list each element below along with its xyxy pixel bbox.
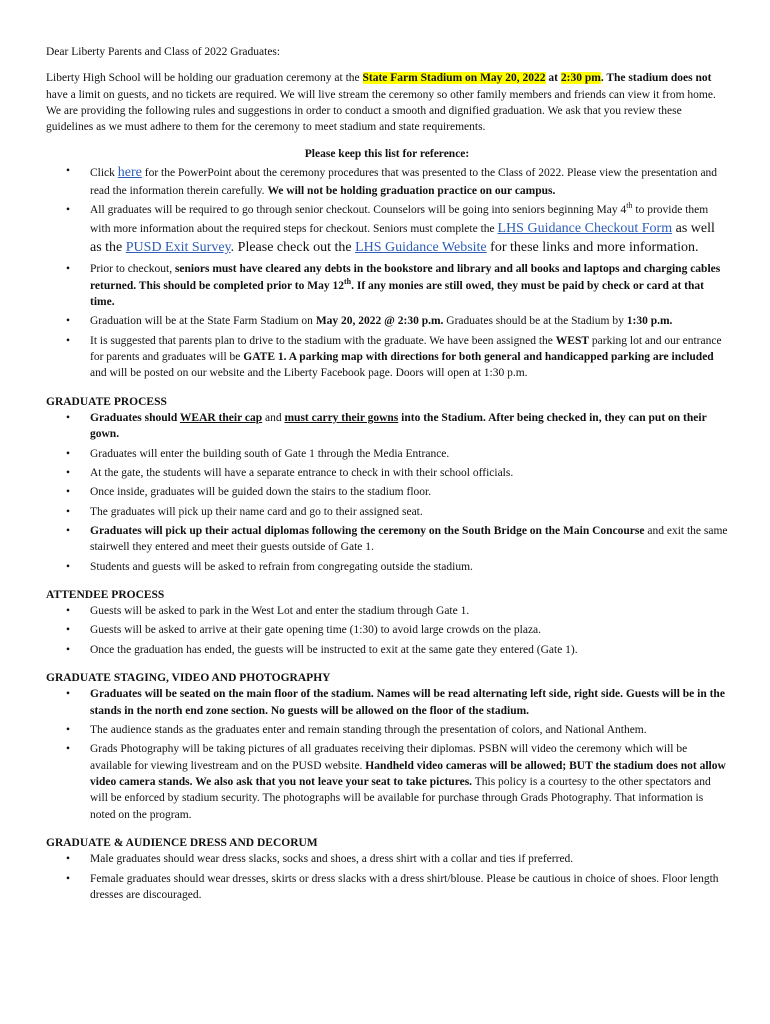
section-title: ATTENDEE PROCESS <box>46 588 165 601</box>
section-title: GRADUATE STAGING, VIDEO AND PHOTOGRAPHY <box>46 672 331 685</box>
list-item: • Graduates will enter the building south of Gate 1 through the Media Entrance. <box>46 446 728 462</box>
reference-title: Please keep this list for reference: <box>304 147 470 160</box>
powerpoint-link[interactable]: here <box>117 164 142 180</box>
intro-date: May 20, 2022 <box>480 72 546 85</box>
intro-time: 2:30 pm <box>560 72 601 85</box>
section-title: GRADUATE PROCESS <box>46 395 167 408</box>
list-item: • Students and guests will be asked to refrain from congregating outside the stadium. <box>46 559 728 575</box>
list-item: • Graduation will be at the State Farm Stadium on May 20, 2022 @ 2:30 p.m. Graduates should be at the Stadium by 1:30 p.m. <box>46 313 728 329</box>
list-item: • Once the graduation has ended, the guests will be instructed to exit at the same gate they entered (Gate 1). <box>46 642 728 658</box>
letter-page <box>46 44 728 906</box>
list-item: • Guests will be asked to park in the West Lot and enter the stadium through Gate 1. <box>46 603 728 619</box>
list-item: • Graduates will pick up their actual diplomas following the ceremony on the South Bridge on the Main Concourse and exit the same stairwell they entered and meet their guests outside of Gate 1. <box>46 523 728 556</box>
list-item: • The audience stands as the graduates enter and remain standing through the presentation of colors, and National Anthem. <box>46 722 728 738</box>
exit-survey-link[interactable]: PUSD Exit Survey <box>125 240 231 256</box>
intro-text: Liberty High School will be holding our graduation ceremony at the <box>46 72 363 85</box>
list-item: • It is suggested that parents plan to drive to the stadium with the graduate. We have been assigned the WEST parking lot and our entrance for parents and graduates will be GATE 1. A parking map with directions for both general and handicapped parking are included and will be posted on our website and the Liberty Facebook page. Doors will open at 1:30 p.m. <box>46 333 728 382</box>
list-item: • At the gate, the students will have a separate entrance to check in with their school officials. <box>46 465 728 481</box>
list-item: • Click here for the PowerPoint about the ceremony procedures that was presented to the Class of 2022. Please view the presentation and read the information therein carefully. We will not be holding graduation practice on our campus. <box>46 163 728 199</box>
list-item: • All graduates will be required to go through senior checkout. Counselors will be going into seniors beginning May 4th to provide them with more information about the required steps for checkout. Seniors must complete the LHS Guidance Checkout Form as well as the PUSD Exit Survey. Please check out the LHS Guidance Website for these links and more information. <box>46 202 728 258</box>
intro-venue: State Farm Stadium on May 20, 2022 <box>362 72 546 85</box>
list-item: • Graduates should WEAR their cap and must carry their gowns into the Stadium. After being checked in, they can put on their gown. <box>46 410 728 443</box>
dress-section <box>46 835 728 903</box>
list-item: • Grads Photography will be taking pictures of all graduates receiving their diplomas. PSBN will video the ceremony which will be available for viewing livestream and on the PUSD website. Handheld video cameras will be allowed; BUT the stadium does not allow video camera stands. We also ask that you not leave your seat to take pictures. This policy is a courtesy to the other spectators and will be enforced by stadium security. The photographs will be available for purchase through Grads Photography. That information is noted on the program. <box>46 741 728 823</box>
list-item: • Once inside, graduates will be guided down the stairs to the stadium floor. <box>46 484 728 500</box>
checkout-form-link[interactable]: LHS Guidance Checkout Form <box>497 220 673 236</box>
list-item: • Guests will be asked to arrive at their gate opening time (1:30) to avoid large crowds on the plaza. <box>46 622 728 638</box>
list-item: • Graduates will be seated on the main floor of the stadium. Names will be read alternating left side, right side. Guests will be in the stands in the north end zone section. No guests will be allowed on the floor of the stadium. <box>46 686 728 719</box>
intro-not: not <box>695 72 712 85</box>
intro-paragraph: Liberty High School will be holding our graduation ceremony at the State Farm Stadium on May 20, 2022 at 2:30 pm. The stadium does not have a limit on guests, and no tickets are required. We will live stream the ceremony so other family members and friends can view it from home. We are providing the following rules and suggestions in order to conduct a smooth and dignified graduation. We ask that you review these guidelines as we must adhere to them for the ceremony to meet stadium and state requirements. <box>46 72 716 134</box>
guidance-website-link[interactable]: LHS Guidance Website <box>355 240 487 256</box>
attendee-process-section <box>46 587 728 658</box>
greeting: Dear Liberty Parents and Class of 2022 Graduates: <box>46 46 281 58</box>
list-item: • Prior to checkout, seniors must have cleared any debts in the bookstore and library and all books and laptops and charging cables returned. This should be completed prior to May 12th. If any monies are still owed, they must be paid by check or card at that time. <box>46 261 728 310</box>
graduate-process-section <box>46 394 728 575</box>
reference-list <box>46 163 728 382</box>
list-item: • The graduates will pick up their name card and go to their assigned seat. <box>46 504 728 520</box>
list-item: • Female graduates should wear dresses, skirts or dress slacks with a dress shirt/blouse. Please be cautious in choice of shoes. Floor length dresses are discouraged. <box>46 871 728 904</box>
section-title: GRADUATE & AUDIENCE DRESS AND DECORUM <box>46 837 318 850</box>
staging-section <box>46 670 728 823</box>
list-item: • Male graduates should wear dress slacks, socks and shoes, a dress shirt with a collar and ties if preferred. <box>46 851 728 867</box>
